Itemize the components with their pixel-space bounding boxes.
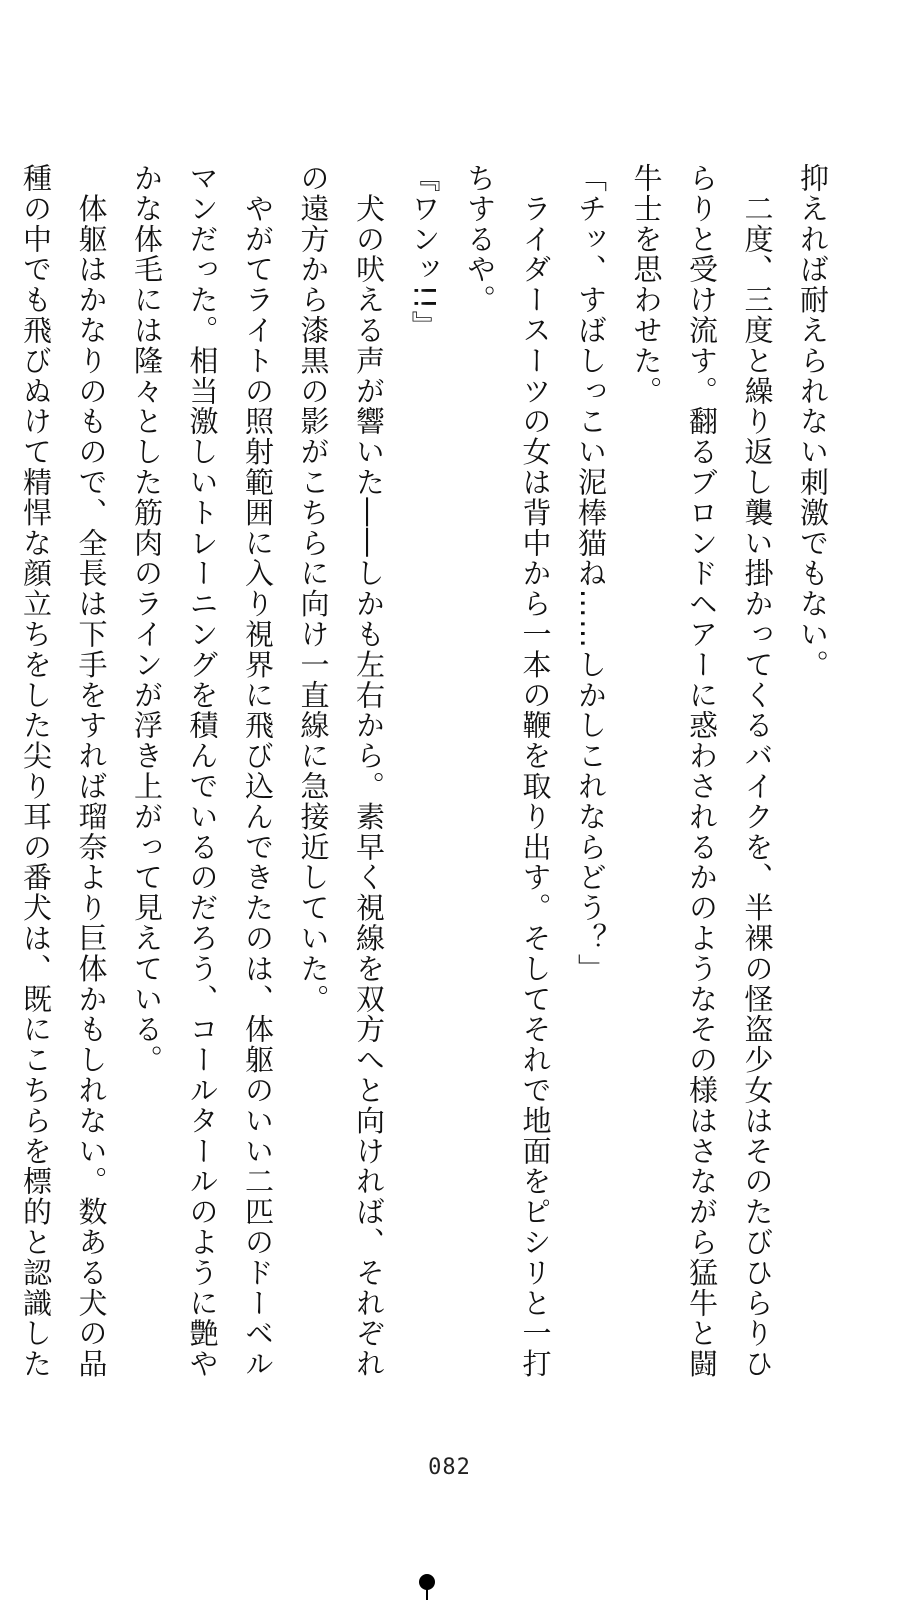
- text-line: マンだった。相当激しいトレーニングを積んでいるのだろう、コールタールのように艶や: [185, 163, 220, 1379]
- text-line: 抑えれば耐えられない刺激でもない。: [796, 163, 830, 680]
- text-line: 『ワンッ!!』: [407, 163, 442, 342]
- text-line: ちするや。: [463, 163, 497, 315]
- text-line: ライダースーツの女は背中から一本の鞭を取り出す。そしてそれで地面をピシリと一打: [518, 163, 553, 1379]
- text-line: [0, 163, 8, 1308]
- page-marker-stem: [426, 1588, 428, 1600]
- text-line: 「チッ、すばしっこい泥棒猫ね……しかしこれならどう？」: [574, 163, 608, 984]
- text-line: 二度、三度と繰り返し襲い掛かってくるバイクを、半裸の怪盗少女はそのたびひらりひ: [740, 163, 775, 1379]
- text-line: の遠方から漆黒の影がこちらに向け一直線に急接近していた。: [296, 163, 331, 1015]
- text-line: やがてライトの照射範囲に入り視界に飛び込んできたのは、体躯のいい二匹のドーベル: [241, 163, 275, 1379]
- body-text: [19, 163, 840, 1379]
- text-line: 牛士を思わせた。: [629, 163, 664, 407]
- page-number: 082: [428, 1455, 471, 1480]
- text-line: 体躯はかなりのもので、全長は下手をすれば瑠奈より巨体かもしれない。数ある犬の品: [74, 163, 109, 1379]
- text-line: らりと受け流す。翻るブロンドヘアーに惑わされるかのようなその様はさながら猛牛と闘: [685, 163, 719, 1379]
- text-line: 犬の吠える声が響いた――しかも左右から。素早く視線を双方へと向ければ、それぞれ: [352, 163, 386, 1379]
- text-line: 種の中でも飛びぬけて精悍な顔立ちをした尖り耳の番犬は、既にこちらを標的と認識した: [19, 163, 53, 1379]
- text-line: かな体毛には隆々とした筋肉のラインが浮き上がって見えている。: [130, 163, 164, 1075]
